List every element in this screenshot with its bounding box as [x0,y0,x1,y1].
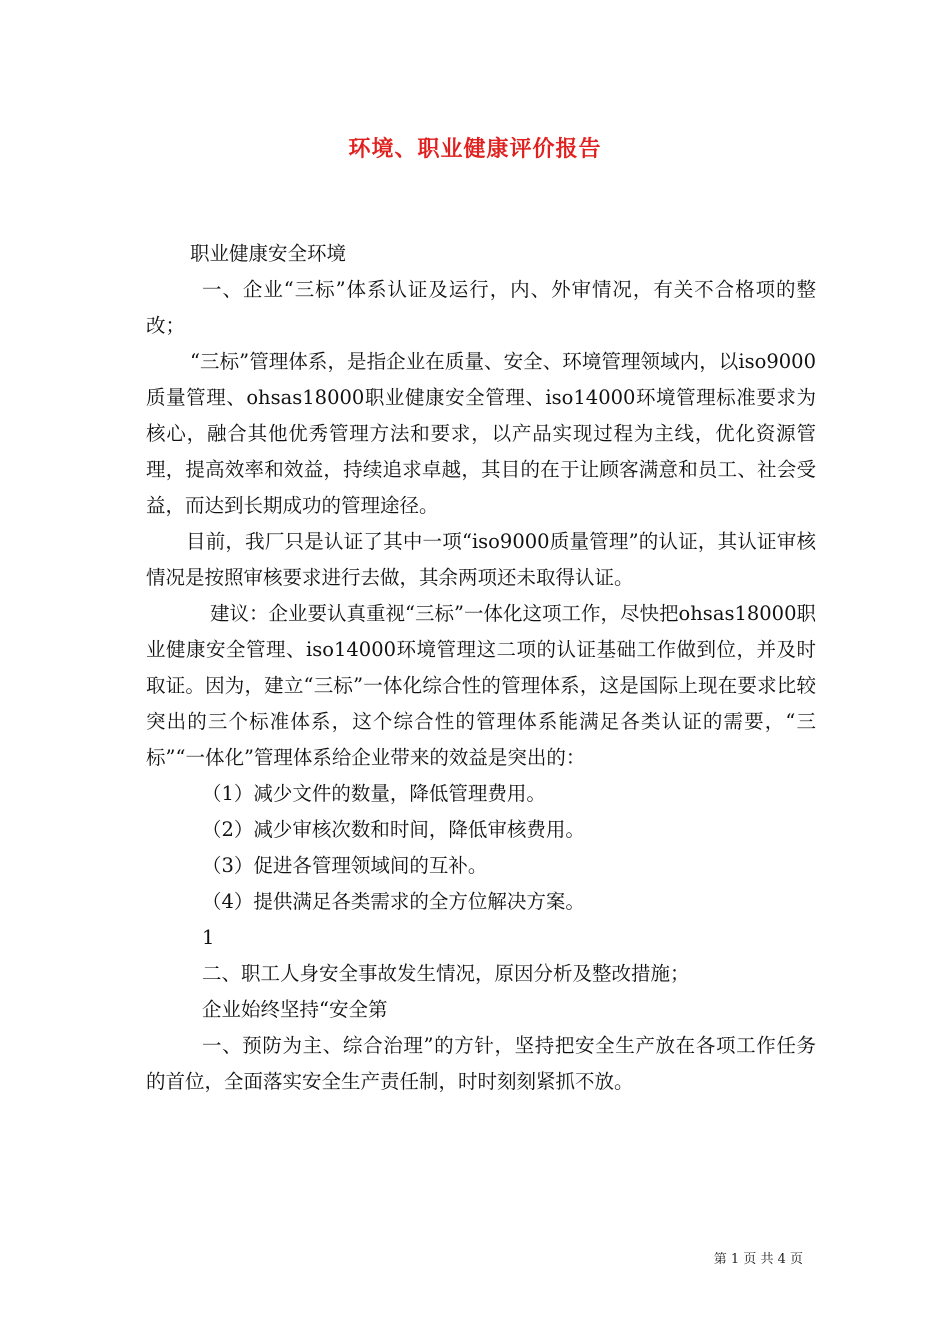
page-footer: 第 1 页 共 4 页 [713,1252,803,1267]
benefit-item: （1）减少文件的数量，降低管理费用。 [202,782,546,805]
benefit-item: （3）促进各管理领域间的互补。 [202,854,488,877]
paragraph: 建议：企业要认真重视“三标”一体化这项工作，尽快把ohsas18000职业健康安全管理、iso14000环境管理这二项的认证基础工作做到位，并及时取证。因为，建立“三标”一体化综合性的管理体系，这是国际上现在要求比较突出的三个标准体系，这个综合性的管理体系能满足各类认证的需要，“三标”“一体化”管理体系给企业带来的效益是突出的： [146,602,816,769]
paragraph: 一、预防为主、综合治理”的方针，坚持把安全生产放在各项工作任务的首位，全面落实安全生产责任制，时时刻刻紧抓不放。 [146,1034,816,1093]
paragraph: 目前，我厂只是认证了其中一项“iso9000质量管理”的认证，其认证审核情况是按照审核要求进行去做，其余两项还未取得认证。 [146,530,816,589]
section2-heading: 二、职工人身安全事故发生情况，原因分析及整改措施； [202,962,690,985]
inline-page-marker: 1 [202,926,215,949]
benefit-item: （4）提供满足各类需求的全方位解决方案。 [202,890,585,913]
paragraph: 企业始终坚持“安全第 [202,998,388,1021]
document-title: 环境、职业健康评价报告 [348,136,602,162]
section1-heading: 一、企业“三标”体系认证及运行，内、外审情况，有关不合格项的整改； [146,278,816,337]
document-body [146,236,816,1100]
section-heading: 职业健康安全环境 [190,242,347,265]
paragraph: “三标”管理体系，是指企业在质量、安全、环境管理领域内，以iso9000质量管理、ohsas18000职业健康安全管理、iso14000环境管理标准要求为核心，融合其他优秀管理方法和要求，以产品实现过程为主线，优化资源管理，提高效率和效益，持续追求卓越，其目的在于让顾客满意和员工、社会受益，而达到长期成功的管理途径。 [146,350,816,517]
benefit-item: （2）减少审核次数和时间，降低审核费用。 [202,818,585,841]
